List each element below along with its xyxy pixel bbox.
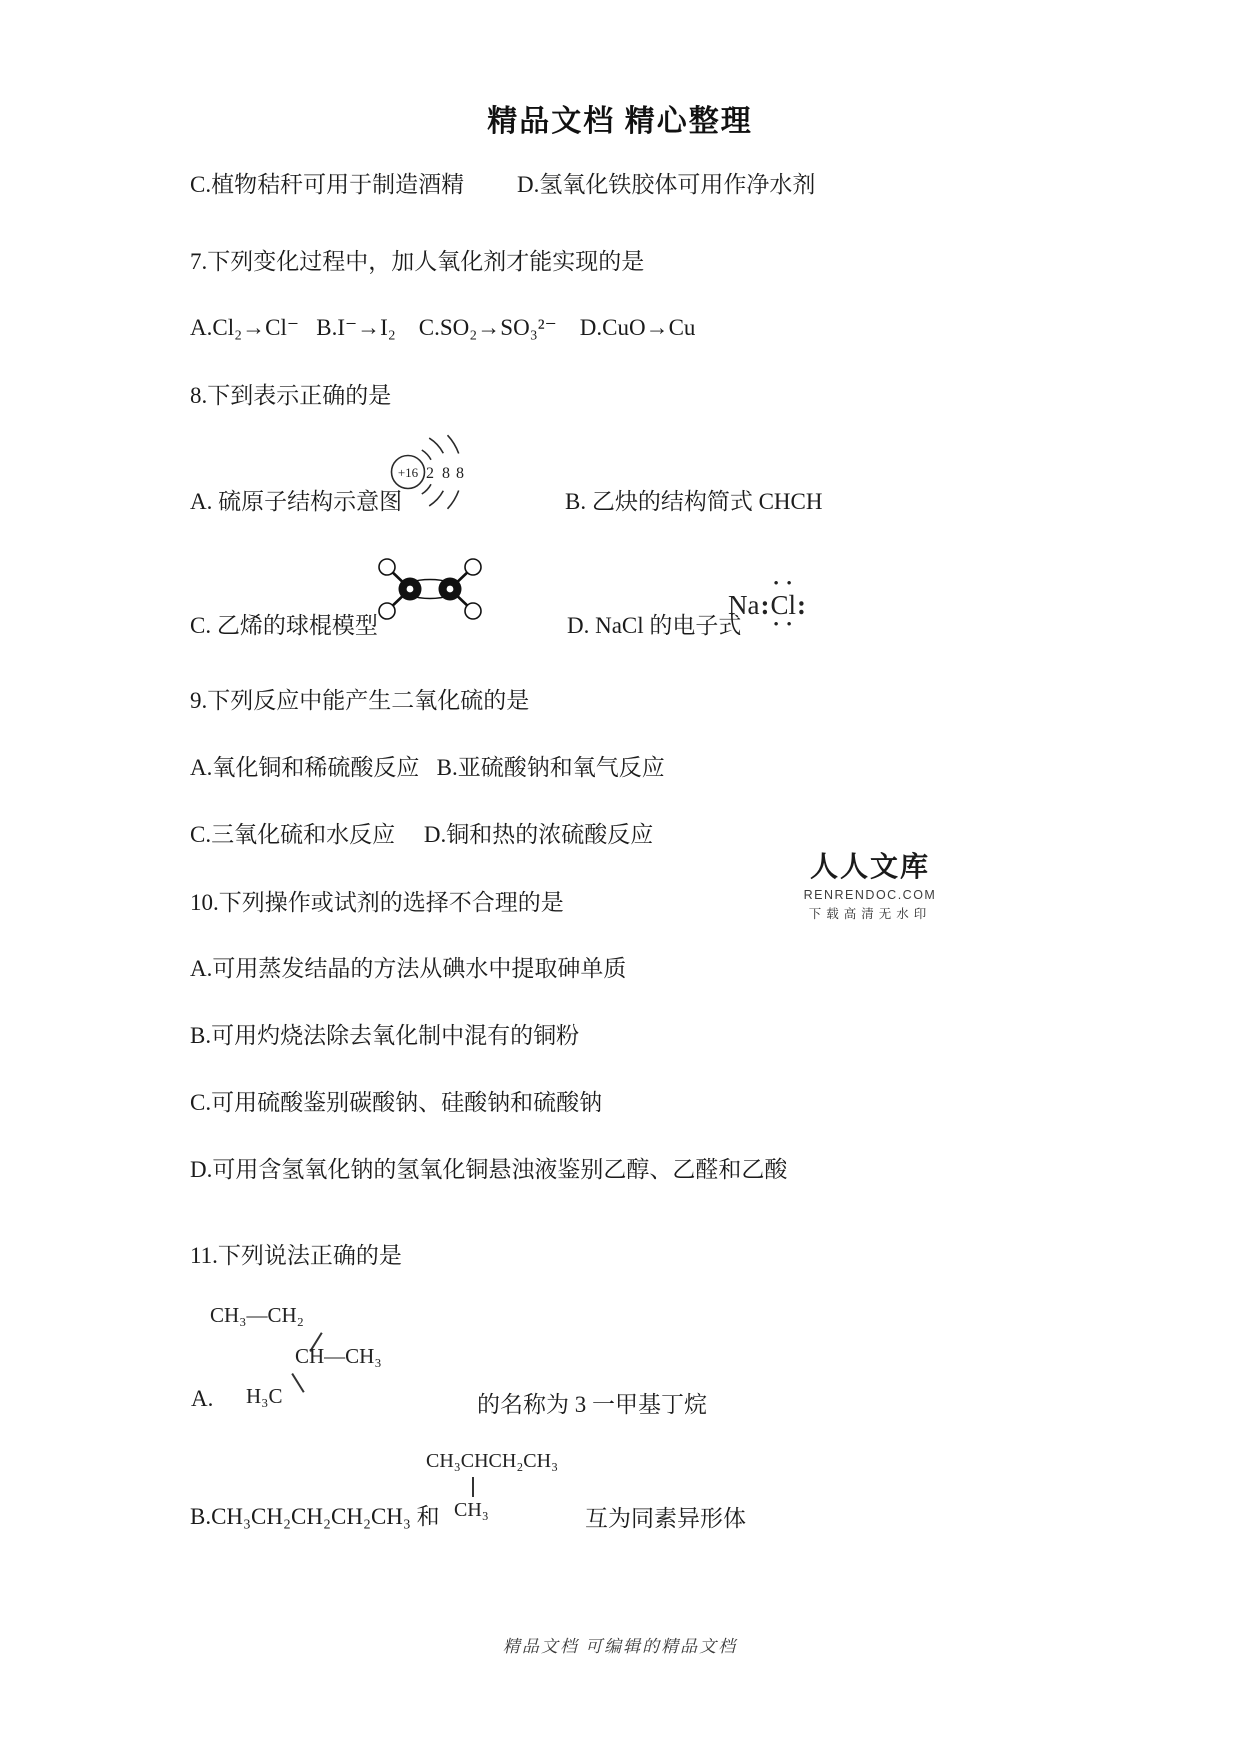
page-footer: 精品文档 可编辑的精品文档 xyxy=(502,1637,738,1656)
q8-option-c: C. 乙烯的球棍模型 xyxy=(190,613,378,638)
hydrogen-ball xyxy=(379,603,395,619)
q8-option-b: B. 乙炔的结构简式 CHCH xyxy=(565,489,823,514)
q8-option-d: D. NaCl 的电子式 xyxy=(567,613,742,638)
q10-stem: 10.下列操作或试剂的选择不合理的是 xyxy=(190,890,564,915)
nucleus-charge-label: +16 xyxy=(397,465,419,480)
q9-stem: 9.下列反应中能产生二氧化硫的是 xyxy=(190,688,530,713)
structure-a-row1: CH₃—CH₂ xyxy=(210,1303,304,1327)
q6-option-c: C.植物秸秆可用于制造酒精 xyxy=(190,172,465,197)
structure-b-vertical-bond xyxy=(472,1477,474,1497)
q9-options-ab: A.氧化铜和稀硫酸反应 B.亚硫酸钠和氧气反应 xyxy=(190,755,665,780)
structure-b-chain: CH₃CHCH₂CH₃ xyxy=(426,1450,559,1472)
q7-stem: 7.下列变化过程中，加人氧化剂才能实现的是 xyxy=(190,249,645,274)
sulfur-atom-shell-diagram xyxy=(385,434,500,512)
q11-option-b-prefix: B.CH₃CH₂CH₂CH₂CH₃ 和 xyxy=(190,1504,440,1529)
q10-option-c: C.可用硫酸鉴别碳酸钠、硅酸钠和硫酸钠 xyxy=(190,1090,603,1115)
structure-a-row3: H₃C xyxy=(246,1384,283,1408)
chlorine-symbol: Cl xyxy=(770,590,796,620)
structure-b-branch: CH₃ xyxy=(454,1499,489,1521)
hydrogen-ball xyxy=(379,559,395,575)
page-title: 精品文档 精心整理 xyxy=(487,105,753,138)
watermark-domain: RENRENDOC.COM xyxy=(803,888,937,902)
q11-option-a-label: A. xyxy=(191,1386,214,1411)
chlorine-wrap xyxy=(770,576,796,633)
ethylene-ball-stick-model xyxy=(372,550,486,630)
hydrogen-ball xyxy=(465,603,481,619)
chlorine-bottom-dots: • • xyxy=(773,617,794,633)
watermark-tagline: 下载高清无水印 xyxy=(808,907,932,921)
structure-a-row2: CH—CH₃ xyxy=(295,1344,382,1368)
q11-option-a-text: 的名称为 3 一甲基丁烷 xyxy=(477,1392,707,1417)
structure-a-bond-2 xyxy=(291,1373,304,1393)
q10-option-a: A.可用蒸发结晶的方法从碘水中提取砷单质 xyxy=(190,956,627,981)
watermark-title: 人人文库 xyxy=(809,852,930,883)
shell-count-2: 8 xyxy=(442,465,450,482)
shell-count-3: 8 xyxy=(456,465,464,482)
q10-option-d: D.可用含氢氧化钠的氢氧化铜悬浊液鉴别乙醇、乙醛和乙酸 xyxy=(190,1157,788,1182)
q11-option-b-suffix: 互为同素异形体 xyxy=(585,1506,746,1531)
hydrogen-ball xyxy=(465,559,481,575)
q10-option-b: B.可用灼烧法除去氧化制中混有的铜粉 xyxy=(190,1023,580,1048)
q11-stem: 11.下列说法正确的是 xyxy=(190,1243,402,1268)
shared-dots-left: : xyxy=(760,590,770,620)
q8-stem: 8.下到表示正确的是 xyxy=(190,383,392,408)
nacl-electron-formula xyxy=(728,576,807,633)
q7-options: A.Cl₂→Cl⁻ B.I⁻→I₂ C.SO₂→SO₃²⁻ D.CuO→Cu xyxy=(190,315,696,340)
chlorine-top-dots: • • xyxy=(773,576,794,592)
q8-option-a: A. 硫原子结构示意图 xyxy=(190,489,403,514)
sodium-symbol: Na xyxy=(728,590,760,620)
chlorine-right-dots: : xyxy=(797,590,806,620)
watermark xyxy=(800,845,940,922)
shell-count-1: 2 xyxy=(426,465,434,482)
q6-option-d: D.氢氧化铁胶体可用作净水剂 xyxy=(517,172,816,197)
q9-options-cd: C.三氧化硫和水反应 D.铜和热的浓硫酸反应 xyxy=(190,822,654,847)
